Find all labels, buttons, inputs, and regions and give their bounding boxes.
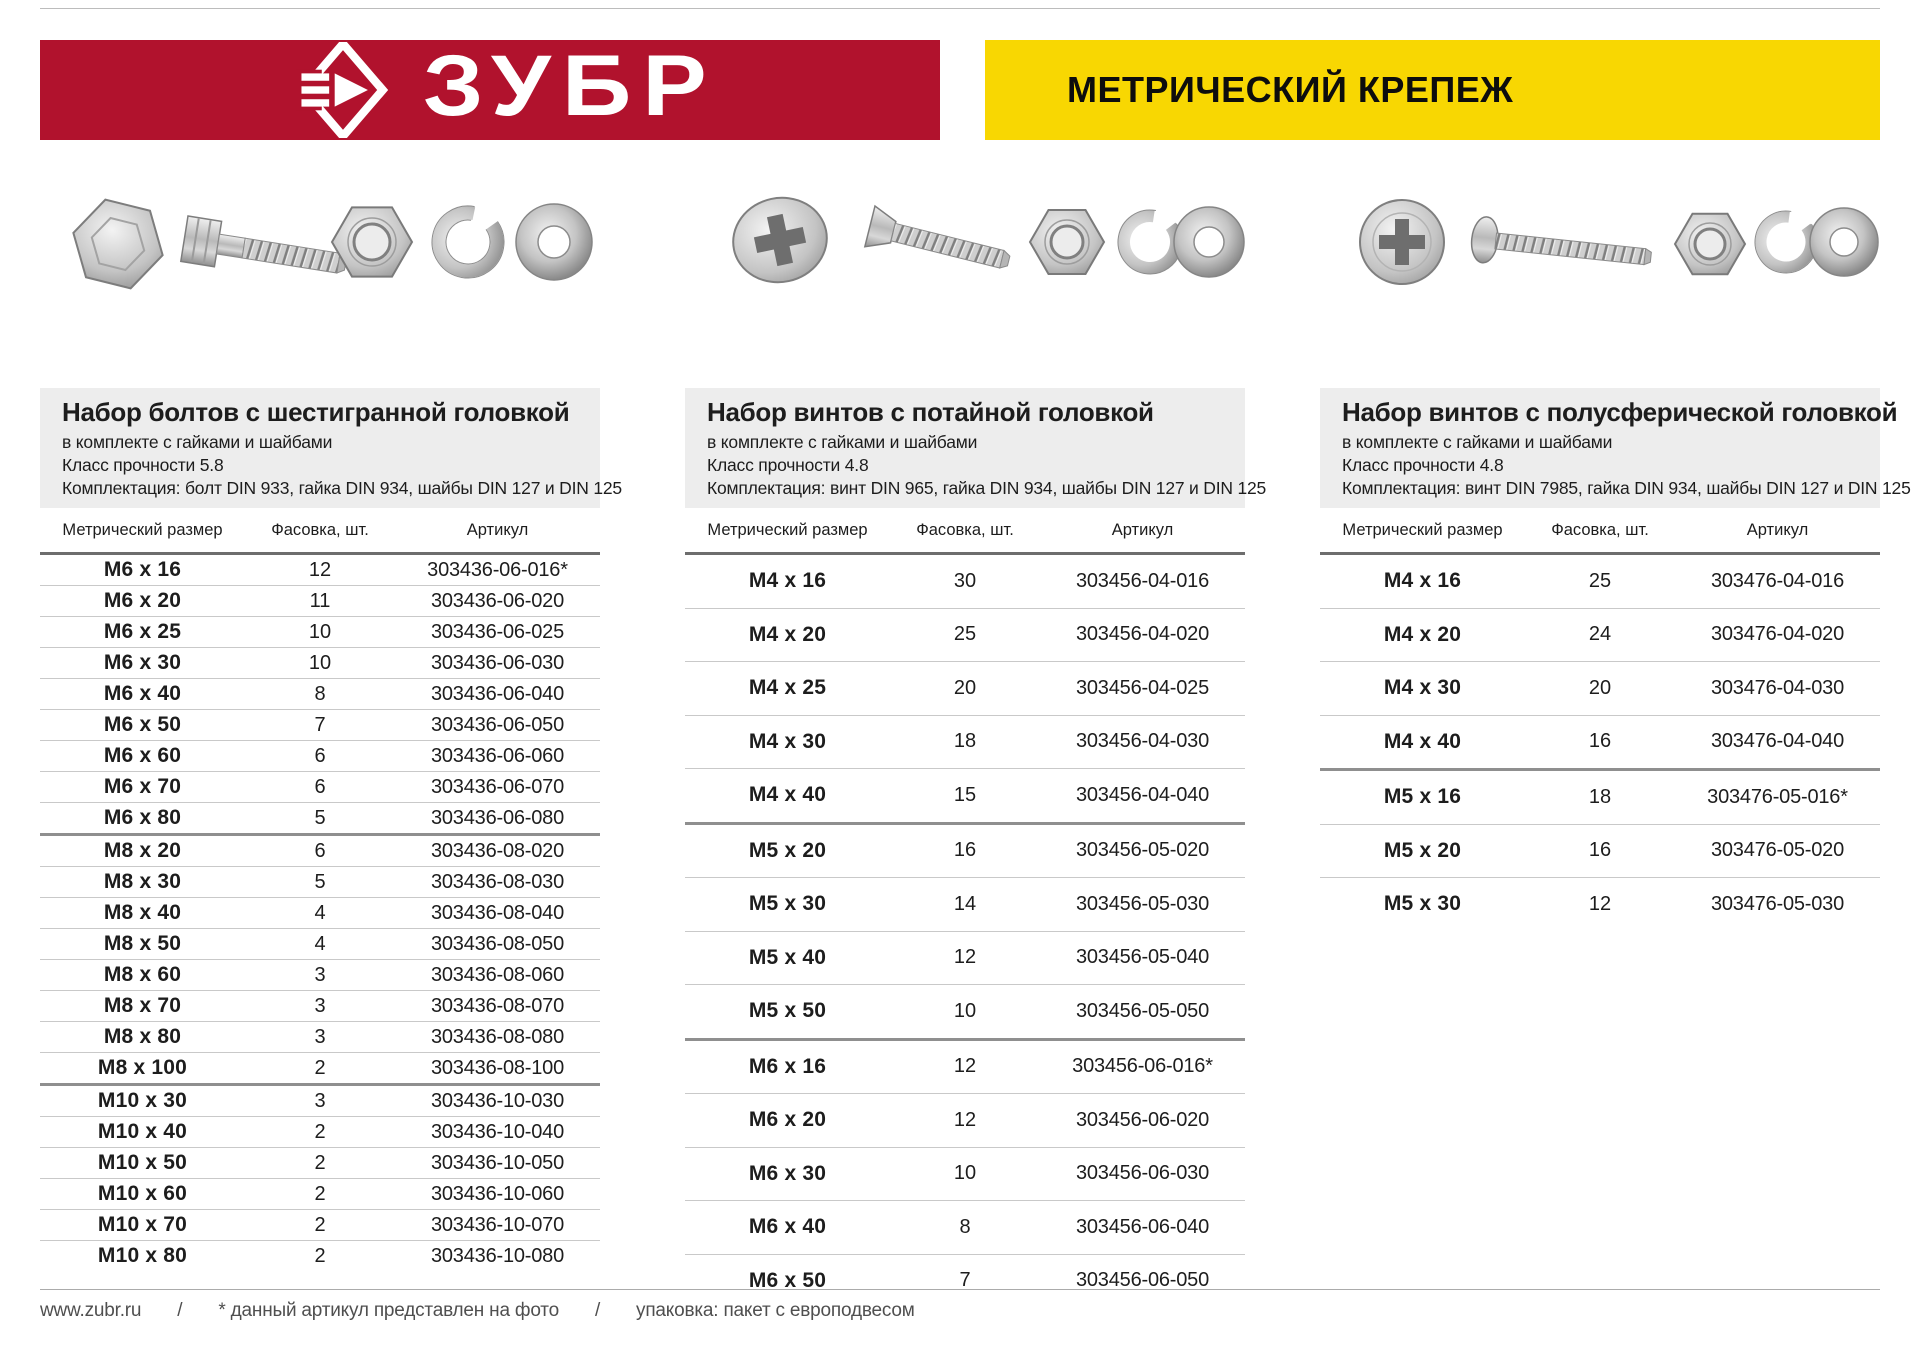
metric-size-cell: M6 x 16 — [103, 558, 182, 581]
pack-qty-cell: 25 — [1588, 569, 1612, 592]
pack-qty-cell: 2 — [314, 1182, 326, 1205]
table-row — [685, 931, 1245, 985]
article-cell: 303456-05-020 — [1075, 839, 1210, 862]
metric-size-cell: M8 x 70 — [103, 994, 182, 1017]
table-row — [685, 1041, 1245, 1094]
article-cell: 303456-06-030 — [1075, 1162, 1210, 1185]
col-header-size: Метрический размер — [707, 520, 868, 539]
pack-qty-cell: 2 — [314, 1151, 326, 1174]
article-cell: 303476-04-030 — [1710, 676, 1845, 699]
metric-size-cell: M5 x 40 — [748, 945, 827, 969]
metric-size-cell: M6 x 30 — [748, 1161, 827, 1185]
article-cell: 303436-08-030 — [430, 870, 565, 893]
product-info — [685, 388, 1267, 508]
metric-size-cell: M5 x 50 — [748, 999, 827, 1023]
table-row — [685, 984, 1245, 1038]
pack-qty-cell: 10 — [953, 1162, 977, 1185]
metric-size-cell: M6 x 30 — [103, 651, 182, 674]
footer-divider: / — [594, 1300, 601, 1321]
table-row — [40, 928, 600, 959]
article-cell: 303456-05-040 — [1075, 946, 1210, 969]
metric-size-cell: M6 x 20 — [748, 1108, 827, 1132]
metric-size-cell: M10 x 50 — [97, 1151, 188, 1174]
table-row — [685, 555, 1245, 608]
article-cell: 303456-06-040 — [1075, 1215, 1210, 1238]
page-footer — [40, 1300, 915, 1322]
col-header-size: Метрический размер — [62, 520, 223, 539]
table-row — [685, 825, 1245, 878]
pan-head-screw-with-nut-and-washers-photo — [1320, 178, 1880, 310]
article-cell: 303476-04-016 — [1710, 569, 1845, 592]
pack-qty-cell: 6 — [314, 775, 326, 798]
metric-size-cell: M4 x 30 — [748, 729, 827, 753]
metric-size-cell: M8 x 40 — [103, 901, 182, 924]
table-row — [40, 959, 600, 990]
metric-size-cell: M6 x 50 — [748, 1268, 827, 1292]
pack-qty-cell: 2 — [314, 1213, 326, 1236]
metric-size-cell: M6 x 25 — [103, 620, 182, 643]
metric-size-cell: M4 x 16 — [1383, 569, 1462, 593]
article-cell: 303436-08-040 — [430, 901, 565, 924]
metric-size-cell: M10 x 30 — [97, 1089, 188, 1112]
table-row — [685, 1200, 1245, 1254]
table-row — [685, 608, 1245, 662]
product-info — [1320, 388, 1911, 508]
asterisk-note: * данный артикул представлен на фото — [218, 1300, 559, 1321]
pack-qty-cell: 12 — [953, 946, 977, 969]
article-cell: 303436-06-040 — [430, 682, 565, 705]
article-cell: 303436-08-050 — [430, 932, 565, 955]
pack-qty-cell: 15 — [953, 783, 977, 806]
article-cell: 303456-04-030 — [1075, 730, 1210, 753]
table-row — [40, 740, 600, 771]
product-title: Набор винтов с полусферической головкой — [1342, 397, 1898, 427]
metric-size-cell: M10 x 60 — [97, 1182, 188, 1205]
col-header-qty: Фасовка, шт. — [271, 520, 369, 539]
article-cell: 303456-06-050 — [1075, 1269, 1210, 1292]
metric-size-cell: M8 x 60 — [103, 963, 182, 986]
table-row — [1320, 555, 1880, 608]
components-line: Комплектация: винт DIN 965, гайка DIN 934, шайбы DIN 127 и DIN 125 — [707, 478, 1267, 498]
pack-qty-cell: 2 — [314, 1056, 326, 1079]
product-subtitle: в комплекте с гайками и шайбами — [707, 432, 978, 452]
pack-qty-cell: 3 — [314, 963, 326, 986]
pack-qty-cell: 12 — [1588, 892, 1612, 915]
banner-title: МЕТРИЧЕСКИЙ КРЕПЕЖ — [1067, 69, 1514, 110]
table-row — [40, 1116, 600, 1147]
table-row — [40, 897, 600, 928]
pack-qty-cell: 2 — [314, 1244, 326, 1267]
article-cell: 303436-06-025 — [430, 620, 565, 643]
size-group — [1320, 768, 1880, 931]
strength-class: Класс прочности 4.8 — [707, 455, 869, 475]
metric-size-cell: M8 x 50 — [103, 932, 182, 955]
pack-qty-cell: 25 — [953, 623, 977, 646]
table-row — [40, 1086, 600, 1116]
col-header-article: Артикул — [1111, 520, 1174, 539]
metric-size-cell: M8 x 80 — [103, 1025, 182, 1048]
footer-divider: / — [177, 1300, 183, 1321]
article-cell: 303456-05-050 — [1075, 999, 1210, 1022]
product-column-countersunk-screws — [685, 140, 1267, 1307]
size-group — [1320, 555, 1880, 768]
table-row — [685, 1254, 1245, 1308]
pack-qty-cell: 12 — [308, 558, 332, 581]
table-row — [685, 661, 1245, 715]
article-cell: 303456-06-020 — [1075, 1108, 1210, 1131]
article-cell: 303436-10-060 — [430, 1182, 565, 1205]
article-cell: 303456-06-016* — [1072, 1055, 1213, 1078]
article-cell: 303436-10-070 — [430, 1213, 565, 1236]
metric-size-cell: M8 x 20 — [103, 839, 182, 862]
table-row — [685, 877, 1245, 931]
metric-size-cell: M5 x 16 — [1383, 785, 1462, 809]
size-group — [685, 555, 1245, 822]
pack-qty-cell: 12 — [953, 1108, 977, 1131]
product-info — [40, 388, 622, 508]
table-header — [40, 508, 600, 555]
table-row — [685, 768, 1245, 822]
table-body — [1320, 555, 1880, 931]
countersunk-screw-with-nut-and-washers-photo — [685, 178, 1245, 310]
col-header-qty: Фасовка, шт. — [916, 520, 1014, 539]
article-cell: 303436-06-016* — [427, 558, 568, 581]
metric-size-cell: M10 x 70 — [97, 1213, 188, 1236]
pack-qty-cell: 5 — [314, 870, 326, 893]
metric-size-cell: M10 x 40 — [97, 1120, 188, 1143]
footer-rule — [40, 1289, 1880, 1290]
size-group — [40, 555, 600, 833]
hex-bolt-with-nut-and-washers-photo — [40, 178, 600, 310]
article-cell: 303476-05-020 — [1710, 839, 1845, 862]
table-row — [1320, 771, 1880, 824]
pack-qty-cell: 14 — [953, 892, 977, 915]
table-row — [40, 1147, 600, 1178]
article-cell: 303456-04-020 — [1075, 623, 1210, 646]
brand-logo — [40, 40, 940, 140]
article-cell: 303456-05-030 — [1075, 892, 1210, 915]
metric-size-cell: M4 x 16 — [748, 569, 827, 593]
table-row — [40, 802, 600, 833]
metric-size-cell: M6 x 60 — [103, 744, 182, 767]
components-line: Комплектация: болт DIN 933, гайка DIN 934, шайбы DIN 127 и DIN 125 — [62, 478, 622, 498]
table-row — [40, 1052, 600, 1083]
size-group — [685, 1038, 1245, 1308]
article-cell: 303436-06-020 — [430, 589, 565, 612]
article-cell: 303456-04-040 — [1075, 783, 1210, 806]
metric-size-cell: M6 x 16 — [748, 1054, 827, 1078]
size-group — [40, 1083, 600, 1271]
table-header — [1320, 508, 1880, 555]
article-cell: 303436-08-100 — [430, 1056, 565, 1079]
product-subtitle: в комплекте с гайками и шайбами — [1342, 432, 1613, 452]
table-row — [685, 1147, 1245, 1201]
article-cell: 303436-10-030 — [430, 1089, 565, 1112]
pack-qty-cell: 10 — [953, 999, 977, 1022]
article-cell: 303436-08-060 — [430, 963, 565, 986]
table-row — [40, 771, 600, 802]
metric-size-cell: M4 x 40 — [1383, 729, 1462, 753]
category-banner — [985, 40, 1880, 140]
table-body — [685, 555, 1245, 1307]
col-header-article: Артикул — [466, 520, 529, 539]
article-cell: 303436-08-080 — [430, 1025, 565, 1048]
product-column-pan-head-screws — [1320, 140, 1911, 931]
metric-size-cell: M6 x 20 — [103, 589, 182, 612]
pack-qty-cell: 3 — [314, 994, 326, 1017]
metric-size-cell: M4 x 20 — [1383, 622, 1462, 646]
strength-class: Класс прочности 4.8 — [1342, 455, 1504, 475]
table-row — [1320, 608, 1880, 662]
pack-qty-cell: 24 — [1588, 623, 1612, 646]
table-row — [40, 616, 600, 647]
pack-qty-cell: 18 — [953, 730, 977, 753]
pack-qty-cell: 16 — [953, 839, 977, 862]
pack-qty-cell: 10 — [308, 651, 332, 674]
table-row — [1320, 824, 1880, 878]
metric-size-cell: M5 x 20 — [1383, 838, 1462, 862]
metric-size-cell: M4 x 25 — [748, 676, 827, 700]
table-row — [40, 709, 600, 740]
metric-size-cell: M5 x 30 — [748, 892, 827, 916]
table-row — [40, 1240, 600, 1271]
pack-qty-cell: 18 — [1588, 785, 1612, 808]
metric-size-cell: M4 x 40 — [748, 783, 827, 807]
article-cell: 303476-05-030 — [1710, 892, 1845, 915]
metric-size-cell: M5 x 20 — [748, 838, 827, 862]
components-line: Комплектация: винт DIN 7985, гайка DIN 934, шайбы DIN 127 и DIN 125 — [1342, 478, 1911, 498]
table-row — [685, 715, 1245, 769]
pack-qty-cell: 2 — [314, 1120, 326, 1143]
table-row — [40, 1178, 600, 1209]
pack-qty-cell: 8 — [959, 1215, 971, 1238]
article-cell: 303436-06-080 — [430, 806, 565, 829]
metric-size-cell: M10 x 80 — [97, 1244, 188, 1267]
pack-qty-cell: 10 — [308, 620, 332, 643]
col-header-article: Артикул — [1746, 520, 1809, 539]
pack-qty-cell: 4 — [314, 901, 326, 924]
col-header-size: Метрический размер — [1342, 520, 1503, 539]
article-cell: 303436-10-080 — [430, 1244, 565, 1267]
metric-size-cell: M6 x 70 — [103, 775, 182, 798]
table-header — [685, 508, 1245, 555]
product-title: Набор винтов с потайной головкой — [707, 397, 1154, 427]
size-group — [40, 833, 600, 1083]
brand-name: ЗУБР — [423, 38, 719, 134]
col-header-qty: Фасовка, шт. — [1551, 520, 1649, 539]
pack-qty-cell: 12 — [953, 1055, 977, 1078]
pack-qty-cell: 16 — [1588, 839, 1612, 862]
article-cell: 303436-08-070 — [430, 994, 565, 1017]
pack-qty-cell: 7 — [314, 713, 326, 736]
table-row — [40, 990, 600, 1021]
pack-qty-cell: 3 — [314, 1025, 326, 1048]
metric-size-cell: M6 x 80 — [103, 806, 182, 829]
article-cell: 303436-10-050 — [430, 1151, 565, 1174]
article-cell: 303436-10-040 — [430, 1120, 565, 1143]
pack-qty-cell: 20 — [1588, 676, 1612, 699]
metric-size-cell: M6 x 40 — [748, 1215, 827, 1239]
metric-size-cell: M4 x 30 — [1383, 676, 1462, 700]
table-body — [40, 555, 600, 1271]
strength-class: Класс прочности 5.8 — [62, 455, 224, 475]
site-url: www.zubr.ru — [40, 1300, 142, 1321]
zubr-diamond-icon — [293, 42, 393, 138]
article-cell: 303436-06-030 — [430, 651, 565, 674]
table-row — [1320, 661, 1880, 715]
article-cell: 303476-05-016* — [1707, 785, 1848, 808]
product-column-hex-bolts — [40, 140, 622, 1271]
table-row — [40, 585, 600, 616]
article-cell: 303436-08-020 — [430, 839, 565, 862]
metric-size-cell: M6 x 50 — [103, 713, 182, 736]
pack-qty-cell: 6 — [314, 839, 326, 862]
metric-size-cell: M8 x 100 — [97, 1056, 188, 1079]
table-row — [40, 836, 600, 866]
table-row — [40, 1021, 600, 1052]
article-cell: 303456-04-016 — [1075, 569, 1210, 592]
article-cell: 303476-04-020 — [1710, 623, 1845, 646]
pack-qty-cell: 20 — [953, 676, 977, 699]
pack-qty-cell: 11 — [309, 589, 331, 612]
table-row — [685, 1093, 1245, 1147]
metric-size-cell: M5 x 30 — [1383, 892, 1462, 916]
metric-size-cell: M8 x 30 — [103, 870, 182, 893]
metric-size-cell: M4 x 20 — [748, 622, 827, 646]
pack-qty-cell: 5 — [314, 806, 326, 829]
table-row — [1320, 877, 1880, 931]
pack-qty-cell: 7 — [959, 1269, 971, 1292]
article-cell: 303436-06-070 — [430, 775, 565, 798]
pack-qty-cell: 4 — [314, 932, 326, 955]
top-rule — [40, 8, 1880, 9]
product-title: Набор болтов с шестигранной головкой — [62, 397, 570, 427]
table-row — [40, 866, 600, 897]
article-cell: 303436-06-050 — [430, 713, 565, 736]
size-group — [685, 822, 1245, 1038]
table-row — [40, 678, 600, 709]
article-cell: 303476-04-040 — [1710, 730, 1845, 753]
product-subtitle: в комплекте с гайками и шайбами — [62, 432, 333, 452]
pack-qty-cell: 6 — [314, 744, 326, 767]
table-row — [40, 1209, 600, 1240]
article-cell: 303456-04-025 — [1075, 676, 1210, 699]
pack-qty-cell: 8 — [314, 682, 326, 705]
pack-qty-cell: 16 — [1588, 730, 1612, 753]
pack-qty-cell: 30 — [953, 569, 977, 592]
table-row — [40, 647, 600, 678]
pack-qty-cell: 3 — [314, 1089, 326, 1112]
table-row — [1320, 715, 1880, 769]
packaging-note: упаковка: пакет с европодвесом — [636, 1300, 915, 1321]
article-cell: 303436-06-060 — [430, 744, 565, 767]
metric-size-cell: M6 x 40 — [103, 682, 182, 705]
table-row — [40, 555, 600, 585]
